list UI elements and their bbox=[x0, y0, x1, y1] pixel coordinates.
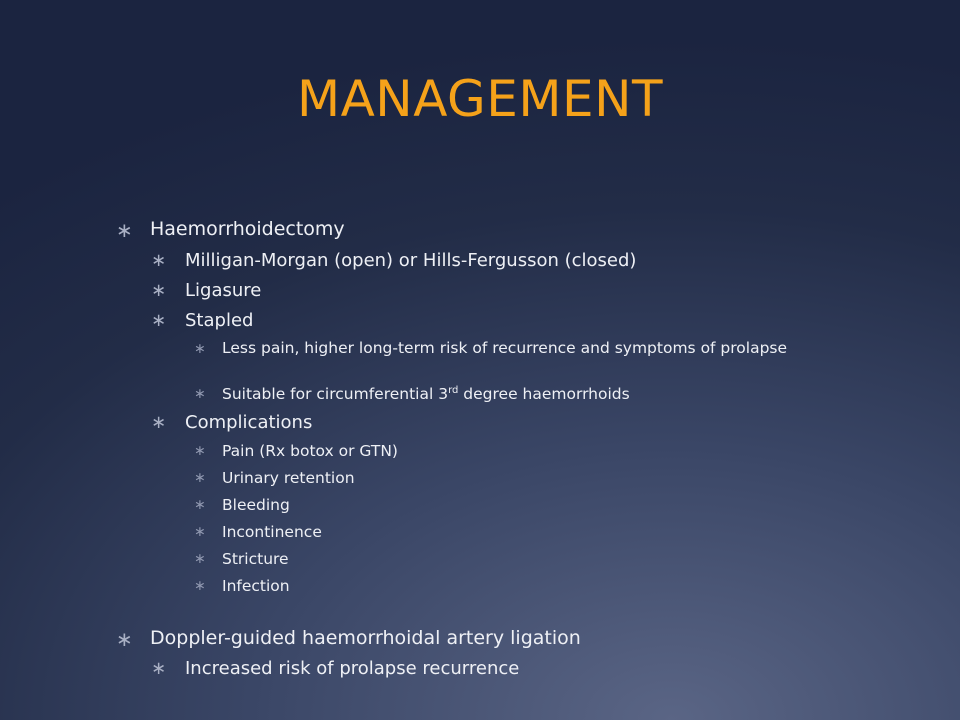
bullet-text: Infection bbox=[222, 577, 290, 595]
bullet-icon: ∗ bbox=[194, 341, 206, 357]
bullet-icon: ∗ bbox=[116, 627, 133, 651]
bullet-icon: ∗ bbox=[151, 412, 167, 433]
bullet-icon: ∗ bbox=[194, 386, 206, 402]
bullet-text bbox=[222, 385, 630, 403]
bullet-text: Incontinence bbox=[222, 523, 322, 541]
bullet-complications bbox=[151, 412, 313, 433]
bullet-text-part: Suitable for circumferential 3 bbox=[222, 385, 449, 403]
bullet-text: Milligan-Morgan (open) or Hills-Fergusson (closed) bbox=[185, 250, 637, 271]
bullet-text-part: degree haemorrhoids bbox=[458, 385, 630, 403]
bullet-text: Increased risk of prolapse recurrence bbox=[185, 658, 520, 679]
bullet-text: Urinary retention bbox=[222, 469, 355, 487]
bullet-infection bbox=[194, 577, 290, 595]
bullet-icon: ∗ bbox=[151, 250, 167, 271]
superscript-rd: rd bbox=[448, 385, 459, 396]
bullet-incontinence bbox=[194, 523, 322, 541]
bullet-milligan bbox=[151, 250, 637, 271]
bullet-ligasure bbox=[151, 280, 262, 301]
bullet-text: Stapled bbox=[185, 310, 254, 331]
bullet-text: Ligasure bbox=[185, 280, 262, 301]
slide-title: MANAGEMENT bbox=[296, 70, 664, 128]
bullet-text: Complications bbox=[185, 412, 313, 433]
bullet-icon: ∗ bbox=[151, 310, 167, 331]
bullet-increased-risk bbox=[151, 658, 520, 679]
bullet-icon: ∗ bbox=[194, 470, 206, 486]
bullet-suitable bbox=[194, 385, 630, 403]
bullet-text: Doppler-guided haemorrhoidal artery ligation bbox=[150, 627, 581, 649]
bullet-doppler bbox=[116, 627, 581, 651]
bullet-icon: ∗ bbox=[194, 443, 206, 459]
bullet-text: Haemorrhoidectomy bbox=[150, 218, 345, 240]
bullet-icon: ∗ bbox=[151, 280, 167, 301]
bullet-bleeding bbox=[194, 496, 290, 514]
bullet-stapled bbox=[151, 310, 254, 331]
bullet-urinary bbox=[194, 469, 355, 487]
bullet-icon: ∗ bbox=[151, 658, 167, 679]
bullet-text: Stricture bbox=[222, 550, 289, 568]
bullet-icon: ∗ bbox=[194, 551, 206, 567]
bullet-icon: ∗ bbox=[194, 524, 206, 540]
bullet-text: Bleeding bbox=[222, 496, 290, 514]
bullet-less-pain bbox=[194, 339, 842, 357]
bullet-text: Less pain, higher long-term risk of recurrence and symptoms of prolapse bbox=[222, 339, 788, 357]
bullet-haemorrhoidectomy bbox=[116, 218, 345, 242]
bullet-pain bbox=[194, 442, 398, 460]
bullet-text: Pain (Rx botox or GTN) bbox=[222, 442, 398, 460]
bullet-stricture bbox=[194, 550, 289, 568]
bullet-icon: ∗ bbox=[194, 497, 206, 513]
bullet-icon: ∗ bbox=[116, 218, 133, 242]
bullet-icon: ∗ bbox=[194, 578, 206, 594]
